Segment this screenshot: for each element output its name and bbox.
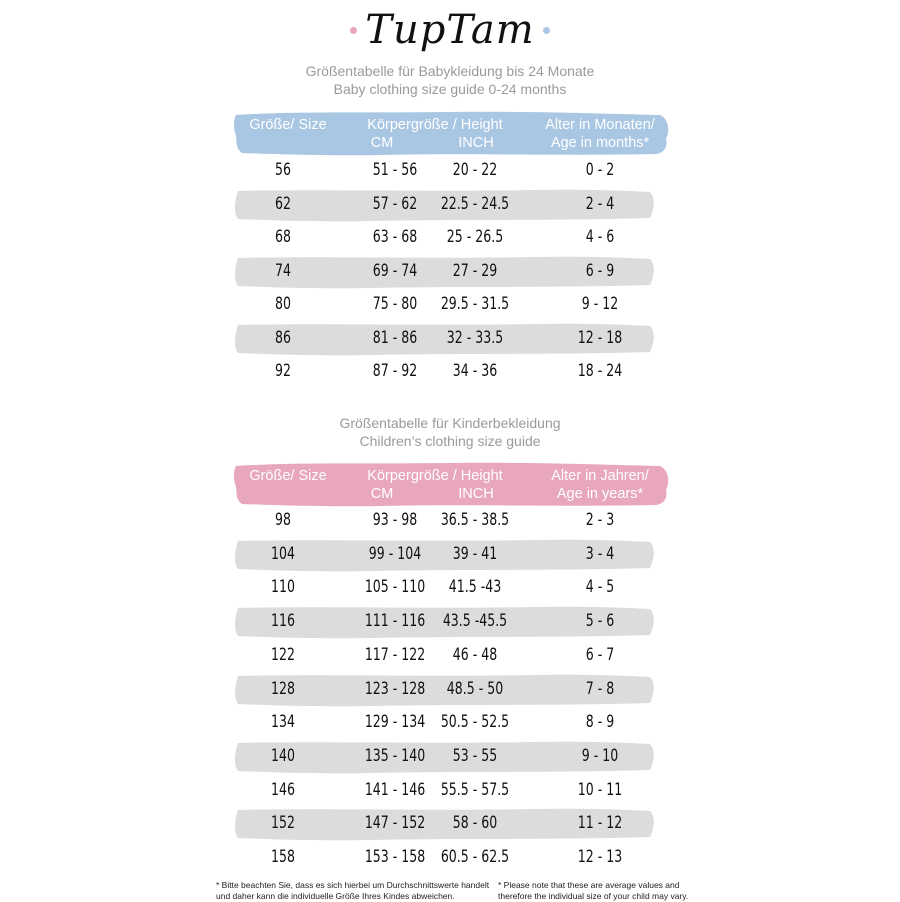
baby-cm-cell: 87 - 92 (372, 361, 418, 381)
children-header-inch: INCH (458, 486, 494, 502)
children-inch-cell: 41.5 -43 (448, 577, 502, 598)
children-size-cell: 104 (271, 543, 295, 564)
baby-size-cell: 62 (275, 193, 291, 214)
children-title-de: Größentabelle für Kinderbekleidung (339, 415, 561, 431)
baby-inch-cell: 20 - 22 (452, 160, 498, 180)
baby-age-cell: 0 - 2 (585, 160, 615, 180)
children-cm-cell: 141 - 146 (364, 779, 426, 800)
baby-age-cell: 6 - 9 (585, 260, 615, 281)
baby-size-cell: 80 (275, 294, 291, 314)
baby-header-age-en: Age in months* (550, 135, 650, 151)
baby-age-cell: 4 - 6 (585, 227, 615, 247)
children-cm-cell: 93 - 98 (372, 510, 418, 530)
children-inch-cell: 36.5 - 38.5 (440, 510, 510, 530)
footnote-en: * Please note that these are average values and therefore the individual size of your child may vary. (498, 880, 689, 901)
children-age-cell: 2 - 3 (585, 510, 615, 530)
children-cm-cell: 123 - 128 (364, 678, 426, 699)
children-size-cell: 134 (271, 712, 295, 733)
children-title-en: Children’s clothing size guide (359, 433, 541, 449)
children-size-cell: 152 (271, 813, 295, 834)
children-cm-cell: 105 - 110 (364, 577, 426, 598)
children-cm-cell: 99 - 104 (368, 543, 422, 564)
baby-cm-cell: 57 - 62 (372, 193, 418, 214)
children-age-cell: 4 - 5 (585, 577, 615, 598)
children-inch-cell: 55.5 - 57.5 (440, 779, 510, 800)
baby-inch-cell: 22.5 - 24.5 (440, 193, 510, 214)
children-header-age: Alter in Jahren/ (551, 468, 649, 484)
children-cm-cell: 117 - 122 (364, 644, 426, 665)
baby-header-inch: INCH (458, 135, 494, 151)
children-header-age-en: Age in years* (556, 486, 644, 502)
children-inch-cell: 43.5 -45.5 (442, 611, 508, 632)
baby-size-cell: 56 (275, 160, 291, 180)
children-age-cell: 12 - 13 (577, 847, 623, 867)
brand-logo (0, 0, 900, 60)
children-age-cell: 6 - 7 (585, 644, 615, 665)
children-age-cell: 10 - 11 (577, 779, 623, 800)
children-inch-cell: 53 - 55 (452, 745, 498, 766)
children-inch-cell: 46 - 48 (452, 644, 498, 665)
children-inch-cell: 39 - 41 (452, 543, 498, 564)
baby-header-height: Körpergröße / Height (367, 117, 503, 133)
pink-dot-icon (350, 27, 357, 34)
children-header-height: Körpergröße / Height (367, 468, 503, 484)
children-cm-cell: 147 - 152 (364, 813, 426, 834)
children-size-cell: 128 (271, 678, 295, 699)
baby-size-cell: 86 (275, 327, 291, 348)
baby-inch-cell: 29.5 - 31.5 (440, 294, 510, 314)
children-age-cell: 3 - 4 (585, 543, 615, 564)
baby-title-de: Größentabelle für Babykleidung bis 24 Monate (305, 63, 595, 79)
children-inch-cell: 50.5 - 52.5 (440, 712, 510, 733)
children-size-cell: 146 (271, 779, 295, 800)
children-size-cell: 98 (275, 510, 291, 530)
baby-title-en: Baby clothing size guide 0-24 months (333, 81, 567, 97)
children-inch-cell: 58 - 60 (452, 813, 498, 834)
brand-name: TupTam (365, 7, 535, 53)
children-cm-cell: 111 - 116 (364, 611, 426, 632)
baby-cm-cell: 81 - 86 (372, 327, 418, 348)
baby-size-cell: 68 (275, 227, 291, 247)
children-size-cell: 116 (271, 611, 295, 632)
baby-cm-cell: 75 - 80 (372, 294, 418, 314)
children-age-cell: 7 - 8 (585, 678, 615, 699)
children-inch-cell: 60.5 - 62.5 (440, 847, 510, 867)
children-cm-cell: 153 - 158 (364, 847, 426, 867)
baby-inch-cell: 27 - 29 (452, 260, 498, 281)
children-size-cell: 158 (271, 847, 295, 867)
baby-age-cell: 9 - 12 (581, 294, 619, 314)
baby-header-size: Größe/ Size (249, 117, 327, 133)
children-age-cell: 5 - 6 (585, 611, 615, 632)
baby-header-age: Alter in Monaten/ (545, 117, 655, 133)
baby-inch-cell: 25 - 26.5 (446, 227, 504, 247)
children-size-cell: 140 (271, 745, 295, 766)
children-size-cell: 110 (271, 577, 295, 598)
baby-header-cm: CM (370, 135, 394, 151)
baby-size-cell: 74 (275, 260, 291, 281)
baby-age-cell: 2 - 4 (585, 193, 615, 214)
children-cm-cell: 129 - 134 (364, 712, 426, 733)
baby-cm-cell: 51 - 56 (372, 160, 418, 180)
baby-cm-cell: 69 - 74 (372, 260, 418, 281)
baby-inch-cell: 34 - 36 (452, 361, 498, 381)
baby-size-cell: 92 (275, 361, 291, 381)
baby-inch-cell: 32 - 33.5 (446, 327, 504, 348)
baby-cm-cell: 63 - 68 (372, 227, 418, 247)
children-age-cell: 8 - 9 (585, 712, 615, 733)
baby-age-cell: 12 - 18 (577, 327, 623, 348)
children-age-cell: 9 - 10 (581, 745, 619, 766)
baby-age-cell: 18 - 24 (577, 361, 623, 381)
footnote-de: * Bitte beachten Sie, dass es sich hierbei um Durchschnittswerte handelt und daher kann die individuelle Größe Ihres Kindes abweichen. (216, 880, 490, 901)
children-cm-cell: 135 - 140 (364, 745, 426, 766)
children-header-size: Größe/ Size (249, 468, 327, 484)
children-header-cm: CM (370, 486, 394, 502)
children-size-cell: 122 (271, 644, 295, 665)
children-inch-cell: 48.5 - 50 (446, 678, 504, 699)
blue-dot-icon (543, 27, 550, 34)
children-age-cell: 11 - 12 (577, 813, 623, 834)
